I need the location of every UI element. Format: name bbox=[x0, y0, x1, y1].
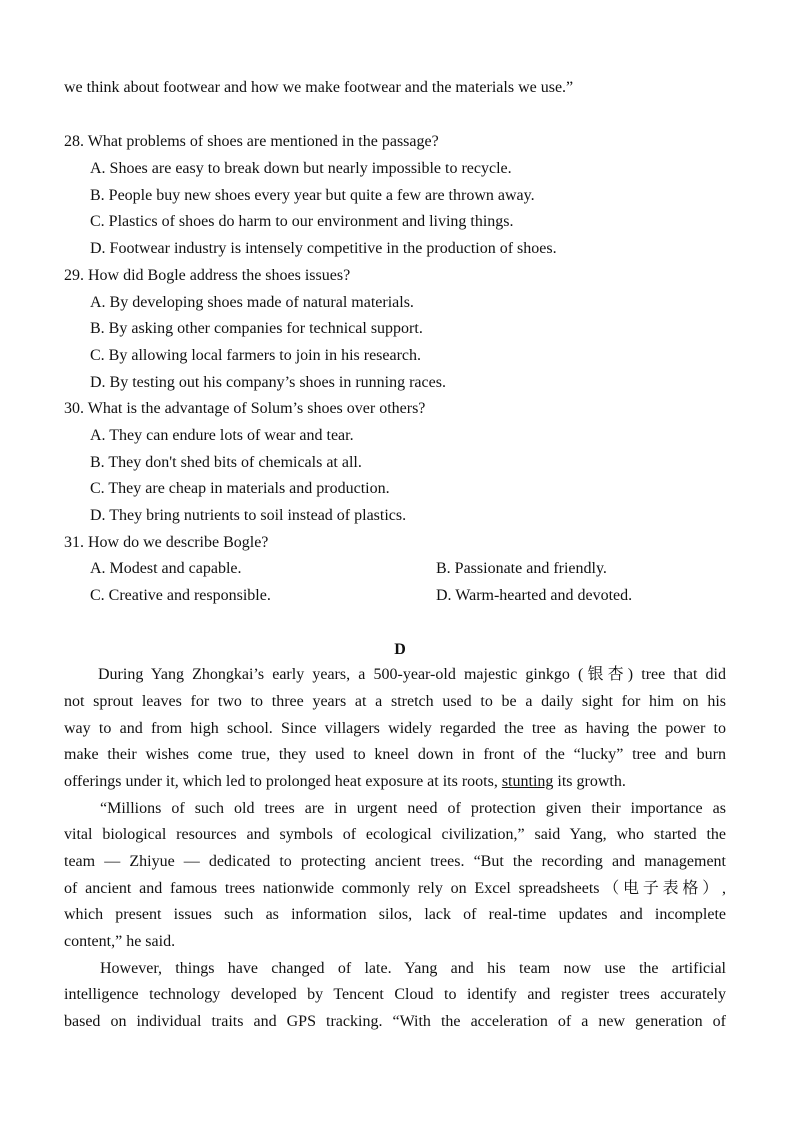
question-29-option-b: B. By asking other companies for technical support. bbox=[90, 320, 423, 337]
passage-p3-line-2: intelligence technology developed by Tencent Cloud to identify and register trees accurately bbox=[64, 986, 726, 1003]
passage-p1-line-2: not sprout leaves for two to three years at a stretch used to be a daily sight for him on his bbox=[64, 693, 726, 710]
question-28-option-a: A. Shoes are easy to break down but nearly impossible to recycle. bbox=[90, 160, 512, 177]
passage-p1-line-5 bbox=[64, 772, 626, 792]
question-29-option-a: A. By developing shoes made of natural materials. bbox=[90, 294, 414, 311]
underlined-word-stunting: stunting bbox=[501, 773, 554, 790]
section-title: D bbox=[394, 641, 406, 658]
passage-p1-text-before: offerings under it, which led to prolonged heat exposure at its roots, bbox=[64, 773, 502, 790]
question-29-stem: 29. How did Bogle address the shoes issues? bbox=[64, 267, 351, 284]
passage-p2-line-3: team — Zhiyue — dedicated to protecting ancient trees. “But the recording and management bbox=[64, 853, 726, 870]
passage-p2-line-1: “Millions of such old trees are in urgent need of protection given their importance as bbox=[100, 800, 726, 817]
question-29-option-c: C. By allowing local farmers to join in his research. bbox=[90, 347, 422, 364]
question-28-option-b: B. People buy new shoes every year but quite a few are thrown away. bbox=[90, 187, 535, 204]
passage-p2-line-4: of ancient and famous trees nationwide commonly rely on Excel spreadsheets（电子表格）, bbox=[64, 880, 726, 897]
question-28-stem: 28. What problems of shoes are mentioned in the passage? bbox=[64, 133, 439, 150]
passage-p1-line-4: make their wishes come true, they used to kneel down in front of the “lucky” tree and burn bbox=[64, 746, 726, 763]
passage-p2-line-2: vital biological resources and symbols of ecological civilization,” said Yang, who started the bbox=[64, 826, 726, 843]
question-31-option-b: B. Passionate and friendly. bbox=[436, 560, 607, 577]
passage-p1-line-1: During Yang Zhongkai’s early years, a 500-year-old majestic ginkgo (银杏) tree that did bbox=[98, 666, 726, 683]
question-30-option-c: C. They are cheap in materials and production. bbox=[90, 480, 390, 497]
passage-p2-line-6: content,” he said. bbox=[64, 933, 176, 950]
passage-p1-text-after: its growth. bbox=[553, 773, 626, 790]
continued-line: we think about footwear and how we make footwear and the materials we use.” bbox=[64, 79, 574, 96]
passage-p2-line-5: which present issues such as information silos, lack of real-time updates and incomplete bbox=[64, 906, 726, 923]
question-31-option-a: A. Modest and capable. bbox=[90, 560, 242, 577]
question-29-option-d: D. By testing out his company’s shoes in running races. bbox=[90, 374, 446, 391]
question-30-option-a: A. They can endure lots of wear and tear. bbox=[90, 427, 354, 444]
question-31-option-d: D. Warm-hearted and devoted. bbox=[436, 587, 633, 604]
passage-p3-line-3: based on individual traits and GPS tracking. “With the acceleration of a new generation of bbox=[64, 1013, 726, 1030]
question-30-stem: 30. What is the advantage of Solum’s shoes over others? bbox=[64, 400, 426, 417]
question-31-stem: 31. How do we describe Bogle? bbox=[64, 534, 269, 551]
question-30-option-b: B. They don't shed bits of chemicals at all. bbox=[90, 454, 362, 471]
question-30-option-d: D. They bring nutrients to soil instead of plastics. bbox=[90, 507, 407, 524]
question-28-option-c: C. Plastics of shoes do harm to our environment and living things. bbox=[90, 213, 514, 230]
passage-p3-line-1: However, things have changed of late. Yang and his team now use the artificial bbox=[100, 960, 726, 977]
question-28-option-d: D. Footwear industry is intensely competitive in the production of shoes. bbox=[90, 240, 557, 257]
passage-p1-line-3: way to and from high school. Since villagers widely regarded the tree as having the power to bbox=[64, 720, 726, 737]
question-31-option-c: C. Creative and responsible. bbox=[90, 587, 271, 604]
